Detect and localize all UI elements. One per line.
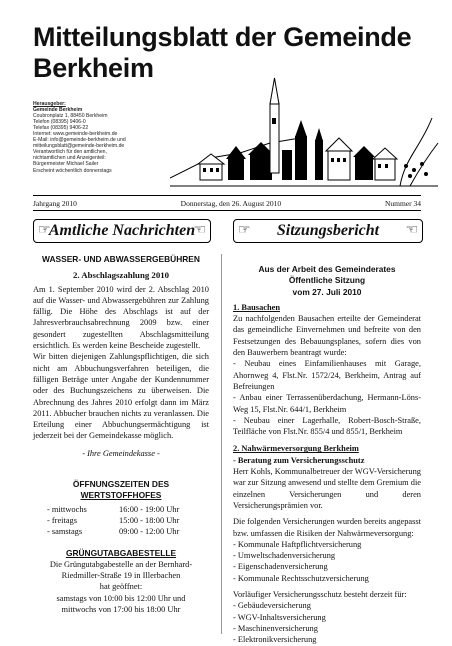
list-item: - Gebäudeversicherung	[233, 601, 311, 611]
imprint-block	[33, 101, 173, 174]
council-heading: vom 27. Juli 2010	[292, 286, 362, 297]
hours-time: 15:00 - 18:00 Uhr	[119, 515, 180, 525]
imprint-line: Bürgermeister Michael Sailer	[33, 161, 99, 168]
section-title: 2. Nahwärmeversorgung Berkheim	[233, 444, 359, 454]
imprint-line: E-Mail: info@gemeinde-berkheim.de und	[33, 137, 126, 144]
header-rule-top	[33, 195, 421, 196]
jahrgang: Jahrgang 2010	[33, 199, 77, 208]
header-rule-bottom	[33, 210, 421, 211]
section-heading: WASSER- UND ABWASSERGEBÜHREN	[42, 254, 200, 264]
green-line: samstags von 10:00 bis 12:00 Uhr und	[56, 593, 186, 603]
pointing-hand-icon: ☜	[193, 223, 206, 238]
section-title: 1. Bausachen	[233, 302, 281, 312]
green-waste-heading: GRÜNGUTABGABESTELLE	[65, 547, 177, 558]
left-column	[33, 254, 209, 615]
hours-day: - samstags	[47, 527, 83, 537]
green-line: Die Grüngutabgabestelle an der Bernhard-	[49, 559, 193, 569]
list-item: - WGV-Inhaltsversicherung	[233, 612, 326, 622]
banner-label: Amtliche Nachrichten	[48, 222, 196, 239]
right-column	[233, 264, 421, 646]
hours-time: 16:00 - 19:00 Uhr	[119, 504, 180, 514]
paragraph: Herr Kohls, Kommunalbetreuer der WGV-Versicherung war zur Sitzung anwesend und stellte dem Gremium die einzelnen Versicherungen und deren Versicherungsprämien vor.	[233, 467, 421, 510]
hours-row	[33, 504, 209, 515]
pointing-hand-icon: ☞	[238, 223, 251, 238]
issue-date: Donnerstag, den 26. August 2010	[180, 199, 282, 208]
hours-day: - mittwochs	[47, 504, 87, 514]
paragraph: Vorläufiger Versicherungsschutz besteht derzeit für:	[233, 590, 407, 600]
imprint-line: mitteilungsblatt@gemeinde-berkheim.de	[33, 143, 125, 150]
imprint-line: Verantwortlich für den amtlichen,	[33, 149, 107, 156]
hours-list	[33, 504, 209, 538]
hours-heading: WERTSTOFFHOFES	[80, 490, 162, 501]
banner-label: Sitzungsbericht	[276, 222, 380, 239]
imprint-line: Gemeinde Berkheim	[33, 107, 83, 114]
green-line: hat geöffnet:	[99, 582, 143, 592]
paragraph: Wir bitten diejenigen Zahlungspflichtigen, die sich nicht am Abbuchungsverfahren beteiligen, die fälligen Beträge unter Angabe der Kundennummer oder des Buchungszeichens zu überweisen. Die Abrechnung des Jahres 2010 erfolgt dann im März 2011. Abbucher brauchen nichts zu veranlassen. Die Erteilung einer Abbuchungsermächtigung ist jederzeit bei der Gemeindekasse möglich.	[33, 352, 209, 441]
village-skyline-illustration	[170, 58, 440, 190]
imprint-line: Telefax (08395) 9406-22	[33, 125, 89, 132]
list-item: - Eigenschadenversicherung	[233, 562, 328, 572]
issue-info-bar	[33, 199, 421, 208]
paragraph: Zu nachfolgenden Bausachen erteilte der Gemeinderat das gemeindliche Einvernehmen und befreite von den Festsetzungen des Bebauungsplanes, sofern dies von den Bauwerbern beantragt wurde:	[233, 314, 421, 358]
imprint-line: Erscheint wöchentlich donnerstags	[33, 167, 112, 174]
list-item: - Anbau einer Terrassenüberdachung, Hermann-Löns-Weg 15, Flst.Nr. 644/1, Berkheim	[233, 393, 421, 414]
hours-day: - freitags	[47, 515, 77, 525]
imprint-line: Herausgeber:	[33, 101, 66, 107]
banner-amtliche-nachrichten	[33, 219, 211, 243]
list-item: - Neubau einer Lagerhalle, Robert-Bosch-Straße, Teilfläche von Flst.Nr. 855/4 und 855/1, Berkheim	[233, 415, 421, 437]
imprint-line: Telefon (08395) 9406-0	[33, 119, 86, 126]
hours-time: 09:00 - 12:00 Uhr	[119, 527, 180, 537]
council-heading: Öffentliche Sitzung	[288, 275, 366, 286]
imprint-line: Coubronplatz 1, 88450 Berkheim	[33, 113, 108, 120]
title-line-1: Mitteilungsblatt der Gemeinde	[33, 22, 412, 52]
hours-heading: ÖFFNUNGSZEITEN DES	[72, 479, 170, 490]
column-divider	[221, 254, 222, 634]
list-item: - Maschinenversicherung	[233, 623, 318, 633]
list-item: - Elektronikversicherung	[233, 635, 317, 645]
issue-number: Nummer 34	[384, 199, 421, 208]
green-line: mittwochs von 17:00 bis 18:00 Uhr	[61, 605, 181, 615]
imprint-line: nichtamtlichen und Anzeigenteil:	[33, 155, 106, 162]
council-heading: Aus der Arbeit des Gemeinderates	[258, 264, 396, 274]
imprint-line: Internet: www.gemeinde-berkheim.de	[33, 131, 118, 138]
list-item: - Neubau eines Einfamilienhauses mit Garage, Ahornweg 4, Flst.Nr. 1572/24, Berkheim, Antrag auf Befreiungen	[233, 359, 421, 391]
green-line: Riedmiller-Straße 19 in Illerbachen	[61, 571, 181, 581]
title-line-2: Berkheim	[33, 53, 154, 83]
pointing-hand-icon: ☞	[38, 223, 51, 238]
section-subheading: 2. Abschlagszahlung 2010	[72, 270, 170, 281]
paragraph: Am 1. September 2010 wird der 2. Abschlag 2010 auf die Wasser- und Abwassergebühren zur Zahlung fällig. Die Höhe des Abschlags ist auf der Jahresverbrauchsabrechnung 2009 bzw. einer gesondert zugestellten Abschlagsmitteilung ersichtlich. Es werden keine Bescheide zugestellt.	[33, 284, 209, 351]
pointing-hand-icon: ☜	[405, 223, 418, 238]
signature: - Ihre Gemeindekasse -	[82, 448, 160, 458]
list-item: - Kommunale Haftpflichtversicherung	[233, 539, 362, 549]
hours-row	[33, 526, 209, 537]
paragraph: Die folgenden Versicherungen wurden bereits angepasst bzw. umfassen die Risiken der Nahwärmeversorgung:	[233, 517, 421, 538]
list-item: - Kommunale Rechtsschutzversicherung	[233, 573, 369, 583]
banner-sitzungsbericht	[233, 219, 423, 243]
section-subtitle: - Beratung zum Versicherungsschutz	[233, 455, 365, 465]
hours-row	[33, 515, 209, 526]
list-item: - Umweltschadenversicherung	[233, 551, 336, 561]
